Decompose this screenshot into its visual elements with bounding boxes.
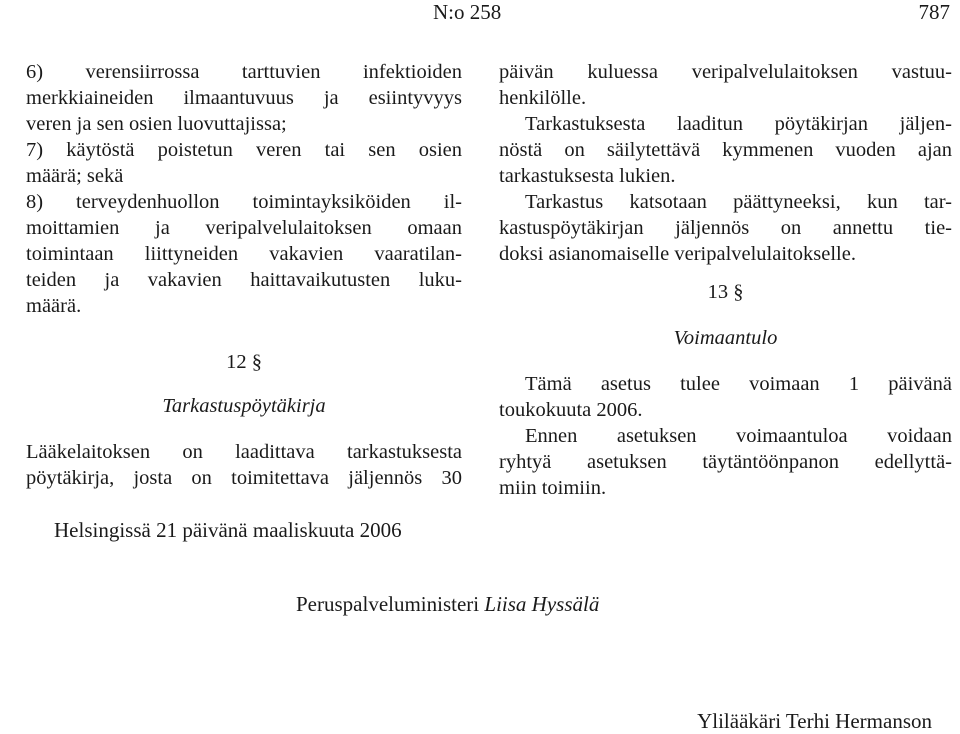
text-line: päivän kuluessa veripalvelulaitoksen vastuu- — [499, 61, 952, 83]
text-line: merkkiaineiden ilmaantuvuus ja esiintyvyys — [26, 87, 462, 109]
text-line: toimintaan liittyneiden vakavien vaaratilan- — [26, 243, 462, 265]
text-line: nöstä on säilytettävä kymmenen vuoden ajan — [499, 139, 952, 161]
text-line: 6) verensiirrossa tarttuvien infektioiden — [26, 61, 462, 83]
text-line: Tämä asetus tulee voimaan 1 päivänä — [525, 373, 952, 395]
text-line: ryhtyä asetuksen täytäntöönpanon edellyttä- — [499, 451, 952, 473]
section-13-title: Voimaantulo — [673, 327, 778, 349]
section-12-number: 12 § — [226, 351, 262, 373]
page-header — [0, 0, 960, 26]
minister-title: Peruspalveluministeri — [296, 592, 480, 616]
text-line: määrä; sekä — [26, 165, 124, 187]
text-line: Ennen asetuksen voimaantuloa voidaan — [525, 425, 952, 447]
minister-name: Liisa Hyssälä — [484, 592, 600, 616]
text-line: määrä. — [26, 295, 82, 317]
paragraph-entry-into-force — [499, 371, 952, 423]
text-line: Tarkastuksesta laaditun pöytäkirjan jäljen- — [525, 113, 952, 135]
text-line: tarkastuksesta lukien. — [499, 165, 676, 187]
text-line: miin toimiin. — [499, 477, 607, 499]
signature-officer: Ylilääkäri Terhi Hermanson — [697, 709, 932, 733]
paragraph-retention — [499, 111, 952, 189]
paragraph-continuation — [499, 59, 952, 111]
text-line: Lääkelaitoksen on laadittava tarkastuksesta — [26, 441, 462, 463]
right-column — [499, 59, 952, 501]
list-item-7 — [26, 137, 462, 189]
signature-place-date: Helsingissä 21 päivänä maaliskuuta 2006 — [54, 518, 402, 542]
signature-minister — [296, 592, 599, 617]
text-line: toukokuuta 2006. — [499, 399, 643, 421]
section-13-number: 13 § — [707, 281, 744, 303]
paragraph-preparation — [499, 423, 952, 501]
text-line: teiden ja vakavien haittavaikutusten luku- — [26, 269, 462, 291]
text-line: Tarkastus katsotaan päättyneeksi, kun tar- — [525, 191, 952, 213]
page-number: 787 — [918, 0, 950, 24]
text-line: kastuspöytäkirjan jäljennös on annettu tie- — [499, 217, 952, 239]
text-line: veren ja sen osien luovuttajissa; — [26, 113, 287, 135]
text-line: henkilölle. — [499, 87, 587, 109]
section-12-title: Tarkastuspöytäkirja — [162, 395, 326, 417]
text-line: moittamien ja veripalvelulaitoksen omaan — [26, 217, 462, 239]
left-column — [26, 59, 462, 491]
text-line: pöytäkirja, josta on toimitettava jäljennös 30 — [26, 467, 462, 489]
text-line: 7) käytöstä poistetun veren tai sen osien — [26, 139, 462, 161]
issue-number: N:o 258 — [433, 0, 502, 24]
text-line: doksi asianomaiselle veripalvelulaitokselle. — [499, 243, 856, 265]
list-item-8 — [26, 189, 462, 319]
paragraph-completion — [499, 189, 952, 267]
text-line: 8) terveydenhuollon toimintayksiköiden il- — [26, 191, 462, 213]
list-item-6 — [26, 59, 462, 137]
section-12-paragraph — [26, 439, 462, 491]
